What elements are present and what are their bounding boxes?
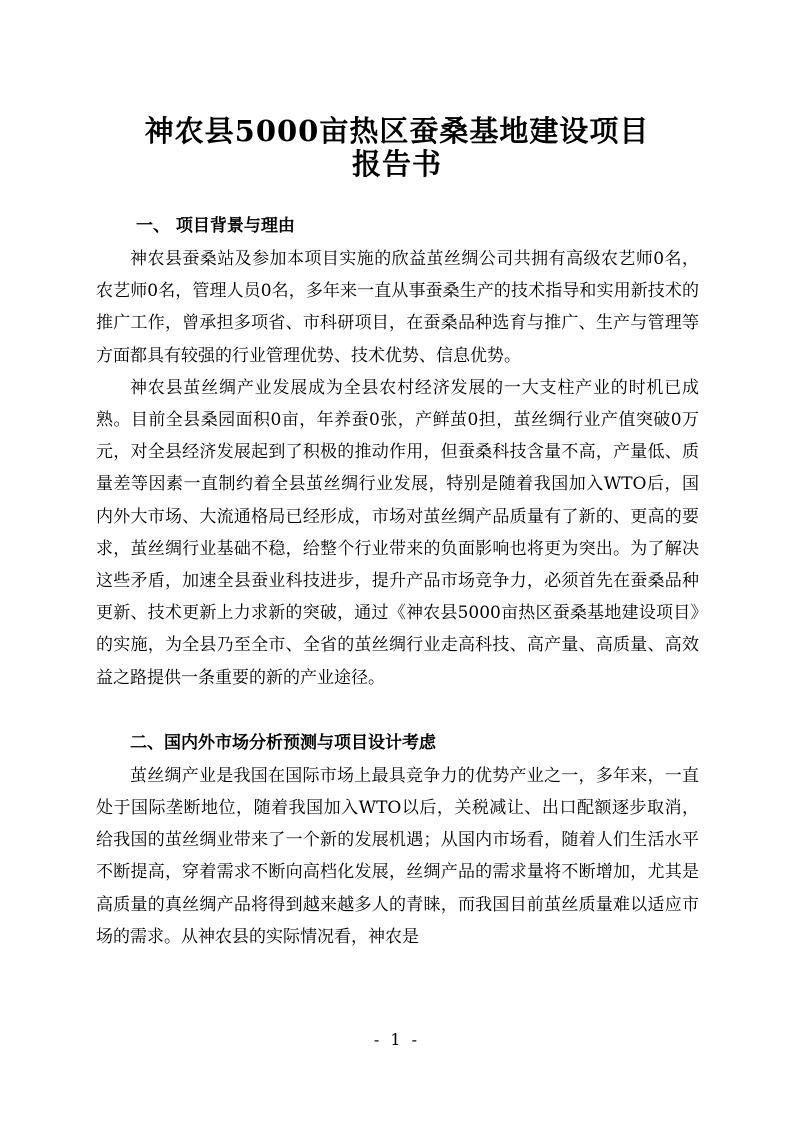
section1-paragraph-1: 神农县蚕桑站及参加本项目实施的欣益茧丝绸公司共拥有高级农艺师0名，农艺师0名，管理人员0名，多年来一直从事蚕桑生产的技术指导和实用新技术的推广工作，曾承担多项省、市科研项目，在蚕桑品种选育与推广、生产与管理等方面都具有较强的行业管理优势、技术优势、信息优势。 — [96, 249, 699, 366]
section1-heading: 一、 项目背景与理由 — [136, 216, 295, 236]
document-title-line2: 报告书 — [351, 147, 442, 181]
section1-paragraph-2: 神农县茧丝绸产业发展成为全县农村经济发展的一大支柱产业的时机已成熟。目前全县桑园面积0亩，年养蚕0张，产鲜茧0担，茧丝绸行业产值突破0万元，对全县经济发展起到了积极的推动作用，但蚕桑科技含量不高，产量低、质量差等因素一直制约着全县茧丝绸行业发展，特别是随着我国加入WTO后，国内外大市场、大流通格局已经形成，市场对茧丝绸产品质量有了新的、更高的要求，茧丝绸行业基础不稳，给整个行业带来的负面影响也将更为突出。为了解决这些矛盾，加速全县蚕业科技进步，提升产品市场竞争力，必须首先在蚕桑品种更新、技术更新上力求新的突破，通过《神农县5000亩热区蚕桑基地建设项目》的实施，为全县乃至全市、全省的茧丝绸行业走高科技、高产量、高质量、高效益之路提供一条重要的新的产业途径。 — [96, 377, 699, 688]
section2-heading: 二、国内外市场分析预测与项目设计考虑 — [130, 732, 436, 753]
document-body — [96, 210, 699, 953]
page-number: - 1 - — [373, 1030, 421, 1049]
document-title-line1: 神农县5000亩热区蚕桑基地建设项目 — [144, 114, 650, 148]
section2-paragraph-1: 茧丝绸产业是我国在国际市场上最具竞争力的优势产业之一，多年来，一直处于国际垄断地位，随着我国加入WTO以后，关税减让、出口配额逐步取消，给我国的茧丝绸业带来了一个新的发展机遇；从国内市场看，随着人们生活水平不断提高，穿着需求不断向高档化发展，丝绸产品的需求量将不断增加，尤其是高质量的真丝绸产品将得到越来越多人的青睐，而我国目前茧丝质量难以适应市场的需求。从神农县的实际情况看，神农是 — [96, 765, 699, 947]
